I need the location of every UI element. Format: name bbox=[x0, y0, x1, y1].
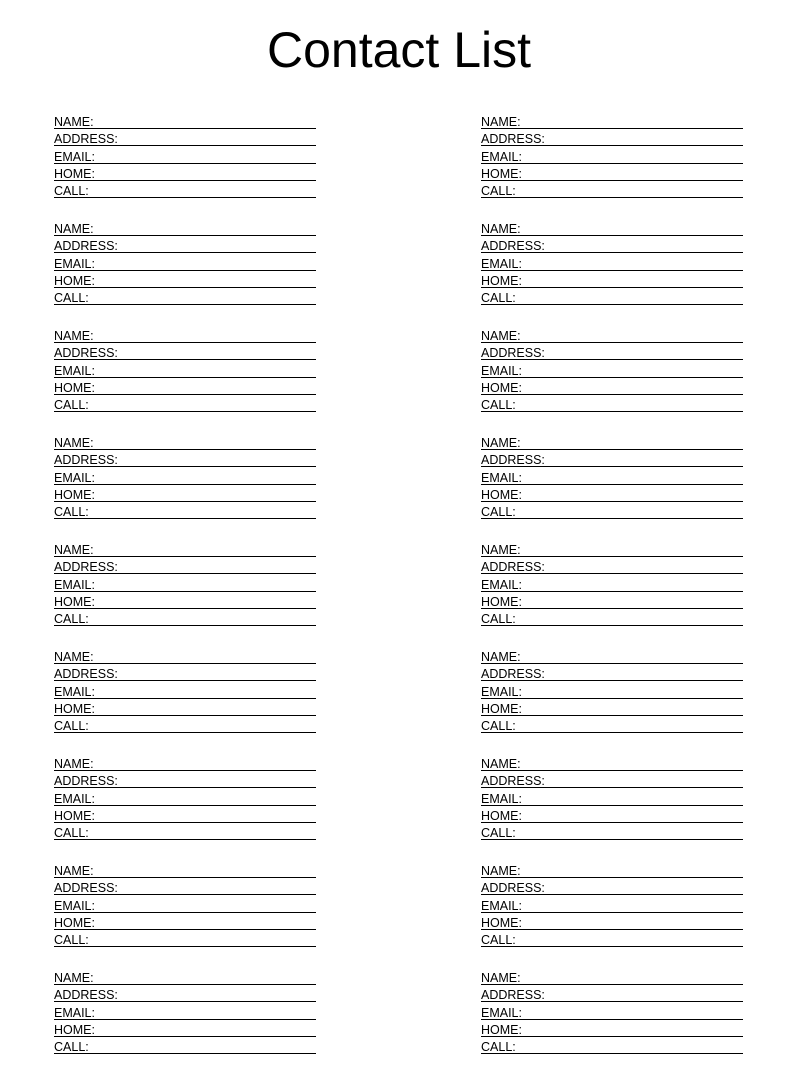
call-phone-field[interactable] bbox=[54, 181, 316, 198]
email-field[interactable] bbox=[54, 146, 316, 163]
email-field[interactable] bbox=[54, 360, 316, 377]
call-label: CALL: bbox=[481, 397, 516, 412]
contact-entry bbox=[481, 754, 743, 861]
contact-entry bbox=[54, 540, 316, 647]
contact-entry bbox=[481, 647, 743, 754]
address-label: ADDRESS: bbox=[54, 453, 118, 468]
name-field[interactable] bbox=[54, 647, 316, 664]
home-label: HOME: bbox=[54, 380, 95, 395]
call-line bbox=[481, 946, 743, 947]
contact-entry bbox=[54, 433, 316, 540]
call-phone-field[interactable] bbox=[481, 1037, 743, 1054]
home-label: HOME: bbox=[481, 273, 522, 288]
home-phone-field[interactable] bbox=[481, 271, 743, 288]
email-field[interactable] bbox=[54, 574, 316, 591]
address-field[interactable] bbox=[481, 664, 743, 681]
call-phone-field[interactable] bbox=[54, 930, 316, 947]
name-field[interactable] bbox=[54, 540, 316, 557]
contact-entry bbox=[481, 861, 743, 968]
address-field[interactable] bbox=[54, 771, 316, 788]
address-field[interactable] bbox=[54, 129, 316, 146]
call-label: CALL: bbox=[54, 718, 89, 733]
home-label: HOME: bbox=[54, 273, 95, 288]
call-label: CALL: bbox=[54, 183, 89, 198]
home-label: HOME: bbox=[481, 1022, 522, 1037]
address-field[interactable] bbox=[54, 985, 316, 1002]
home-phone-field[interactable] bbox=[481, 485, 743, 502]
name-label: NAME: bbox=[54, 543, 94, 558]
call-line bbox=[54, 946, 316, 947]
name-label: NAME: bbox=[54, 222, 94, 237]
home-phone-field[interactable] bbox=[481, 913, 743, 930]
home-label: HOME: bbox=[54, 915, 95, 930]
call-line bbox=[481, 304, 743, 305]
call-line bbox=[481, 518, 743, 519]
call-phone-field[interactable] bbox=[481, 288, 743, 305]
home-label: HOME: bbox=[481, 915, 522, 930]
address-label: ADDRESS: bbox=[54, 988, 118, 1003]
name-label: NAME: bbox=[54, 436, 94, 451]
address-field[interactable] bbox=[481, 985, 743, 1002]
email-field[interactable] bbox=[481, 788, 743, 805]
call-phone-field[interactable] bbox=[54, 288, 316, 305]
address-field[interactable] bbox=[54, 450, 316, 467]
address-label: ADDRESS: bbox=[481, 239, 545, 254]
page-title: Contact List bbox=[266, 22, 531, 78]
name-label: NAME: bbox=[54, 115, 94, 130]
name-label: NAME: bbox=[481, 971, 521, 986]
email-field[interactable] bbox=[481, 681, 743, 698]
address-label: ADDRESS: bbox=[481, 132, 545, 147]
name-field[interactable] bbox=[54, 326, 316, 343]
email-field[interactable] bbox=[481, 146, 743, 163]
address-field[interactable] bbox=[481, 878, 743, 895]
home-label: HOME: bbox=[481, 594, 522, 609]
email-label: EMAIL: bbox=[481, 470, 522, 485]
call-label: CALL: bbox=[54, 611, 89, 626]
address-field[interactable] bbox=[481, 343, 743, 360]
email-label: EMAIL: bbox=[481, 1005, 522, 1020]
call-phone-field[interactable] bbox=[54, 716, 316, 733]
home-phone-field[interactable] bbox=[481, 592, 743, 609]
home-label: HOME: bbox=[54, 808, 95, 823]
home-phone-field[interactable] bbox=[54, 378, 316, 395]
email-field[interactable] bbox=[54, 895, 316, 912]
name-field[interactable] bbox=[481, 754, 743, 771]
email-label: EMAIL: bbox=[481, 898, 522, 913]
call-line bbox=[54, 411, 316, 412]
name-field[interactable] bbox=[481, 219, 743, 236]
email-field[interactable] bbox=[54, 253, 316, 270]
call-label: CALL: bbox=[481, 611, 516, 626]
contact-entry bbox=[481, 968, 743, 1075]
name-field[interactable] bbox=[481, 861, 743, 878]
contact-column-right bbox=[481, 112, 743, 1075]
call-label: CALL: bbox=[54, 397, 89, 412]
home-label: HOME: bbox=[54, 594, 95, 609]
email-field[interactable] bbox=[481, 895, 743, 912]
email-label: EMAIL: bbox=[54, 256, 95, 271]
call-line bbox=[481, 625, 743, 626]
call-phone-field[interactable] bbox=[481, 395, 743, 412]
name-field[interactable] bbox=[54, 219, 316, 236]
address-field[interactable] bbox=[54, 236, 316, 253]
home-phone-field[interactable] bbox=[54, 1020, 316, 1037]
call-label: CALL: bbox=[481, 504, 516, 519]
call-line bbox=[54, 518, 316, 519]
call-label: CALL: bbox=[481, 718, 516, 733]
home-phone-field[interactable] bbox=[481, 378, 743, 395]
address-field[interactable] bbox=[481, 129, 743, 146]
contact-entry bbox=[54, 219, 316, 326]
name-label: NAME: bbox=[54, 650, 94, 665]
home-label: HOME: bbox=[54, 1022, 95, 1037]
name-field[interactable] bbox=[481, 326, 743, 343]
contact-entry bbox=[481, 219, 743, 326]
call-line bbox=[54, 625, 316, 626]
name-label: NAME: bbox=[481, 329, 521, 344]
home-phone-field[interactable] bbox=[481, 1020, 743, 1037]
contact-entry bbox=[54, 112, 316, 219]
call-line bbox=[54, 839, 316, 840]
call-label: CALL: bbox=[54, 504, 89, 519]
call-label: CALL: bbox=[481, 825, 516, 840]
address-field[interactable] bbox=[54, 878, 316, 895]
call-phone-field[interactable] bbox=[481, 930, 743, 947]
contact-entry bbox=[481, 433, 743, 540]
home-phone-field[interactable] bbox=[54, 699, 316, 716]
name-field[interactable] bbox=[481, 112, 743, 129]
contact-entry bbox=[54, 647, 316, 754]
address-label: ADDRESS: bbox=[481, 453, 545, 468]
email-field[interactable] bbox=[54, 1002, 316, 1019]
address-label: ADDRESS: bbox=[54, 132, 118, 147]
contact-entry bbox=[54, 326, 316, 433]
name-label: NAME: bbox=[54, 864, 94, 879]
email-field[interactable] bbox=[481, 574, 743, 591]
call-line bbox=[481, 732, 743, 733]
home-phone-field[interactable] bbox=[481, 164, 743, 181]
address-label: ADDRESS: bbox=[481, 346, 545, 361]
call-line bbox=[54, 304, 316, 305]
email-label: EMAIL: bbox=[54, 363, 95, 378]
call-label: CALL: bbox=[481, 932, 516, 947]
address-label: ADDRESS: bbox=[54, 774, 118, 789]
name-field[interactable] bbox=[54, 968, 316, 985]
call-label: CALL: bbox=[481, 1039, 516, 1054]
email-field[interactable] bbox=[481, 467, 743, 484]
home-phone-field[interactable] bbox=[54, 592, 316, 609]
email-field[interactable] bbox=[481, 1002, 743, 1019]
contact-entry bbox=[481, 326, 743, 433]
address-field[interactable] bbox=[481, 236, 743, 253]
name-label: NAME: bbox=[481, 650, 521, 665]
email-label: EMAIL: bbox=[54, 1005, 95, 1020]
address-label: ADDRESS: bbox=[481, 881, 545, 896]
email-label: EMAIL: bbox=[54, 791, 95, 806]
name-field[interactable] bbox=[54, 112, 316, 129]
call-label: CALL: bbox=[54, 1039, 89, 1054]
call-line bbox=[481, 411, 743, 412]
address-field[interactable] bbox=[54, 343, 316, 360]
call-phone-field[interactable] bbox=[481, 181, 743, 198]
call-label: CALL: bbox=[481, 290, 516, 305]
home-label: HOME: bbox=[481, 380, 522, 395]
name-field[interactable] bbox=[54, 754, 316, 771]
name-field[interactable] bbox=[54, 861, 316, 878]
call-label: CALL: bbox=[481, 183, 516, 198]
email-field[interactable] bbox=[54, 788, 316, 805]
name-field[interactable] bbox=[54, 433, 316, 450]
home-label: HOME: bbox=[54, 701, 95, 716]
home-label: HOME: bbox=[481, 701, 522, 716]
email-label: EMAIL: bbox=[481, 577, 522, 592]
name-label: NAME: bbox=[54, 329, 94, 344]
address-field[interactable] bbox=[481, 557, 743, 574]
call-phone-field[interactable] bbox=[54, 1037, 316, 1054]
home-phone-field[interactable] bbox=[54, 271, 316, 288]
call-line bbox=[54, 1053, 316, 1054]
email-field[interactable] bbox=[54, 681, 316, 698]
call-line bbox=[481, 197, 743, 198]
email-field[interactable] bbox=[54, 467, 316, 484]
address-field[interactable] bbox=[481, 771, 743, 788]
address-label: ADDRESS: bbox=[54, 667, 118, 682]
call-phone-field[interactable] bbox=[481, 609, 743, 626]
home-phone-field[interactable] bbox=[54, 485, 316, 502]
address-label: ADDRESS: bbox=[481, 667, 545, 682]
name-label: NAME: bbox=[481, 115, 521, 130]
home-label: HOME: bbox=[54, 487, 95, 502]
name-field[interactable] bbox=[481, 433, 743, 450]
email-label: EMAIL: bbox=[54, 898, 95, 913]
name-label: NAME: bbox=[54, 757, 94, 772]
call-label: CALL: bbox=[54, 290, 89, 305]
address-field[interactable] bbox=[54, 557, 316, 574]
call-phone-field[interactable] bbox=[54, 395, 316, 412]
call-line bbox=[481, 1053, 743, 1054]
home-label: HOME: bbox=[481, 487, 522, 502]
home-phone-field[interactable] bbox=[54, 806, 316, 823]
call-line bbox=[54, 732, 316, 733]
name-label: NAME: bbox=[54, 971, 94, 986]
email-label: EMAIL: bbox=[54, 470, 95, 485]
call-label: CALL: bbox=[54, 932, 89, 947]
contact-entry bbox=[54, 754, 316, 861]
home-label: HOME: bbox=[481, 166, 522, 181]
address-label: ADDRESS: bbox=[481, 560, 545, 575]
home-label: HOME: bbox=[481, 808, 522, 823]
call-phone-field[interactable] bbox=[481, 502, 743, 519]
call-phone-field[interactable] bbox=[54, 502, 316, 519]
email-label: EMAIL: bbox=[481, 791, 522, 806]
call-phone-field[interactable] bbox=[481, 823, 743, 840]
email-field[interactable] bbox=[481, 253, 743, 270]
home-phone-field[interactable] bbox=[54, 913, 316, 930]
name-label: NAME: bbox=[481, 436, 521, 451]
home-phone-field[interactable] bbox=[481, 699, 743, 716]
call-phone-field[interactable] bbox=[54, 823, 316, 840]
contact-entry bbox=[481, 540, 743, 647]
address-label: ADDRESS: bbox=[481, 774, 545, 789]
home-label: HOME: bbox=[54, 166, 95, 181]
name-field[interactable] bbox=[481, 540, 743, 557]
address-label: ADDRESS: bbox=[481, 988, 545, 1003]
name-label: NAME: bbox=[481, 222, 521, 237]
call-line bbox=[54, 197, 316, 198]
address-field[interactable] bbox=[481, 450, 743, 467]
email-label: EMAIL: bbox=[481, 256, 522, 271]
contact-column-left bbox=[54, 112, 316, 1075]
address-label: ADDRESS: bbox=[54, 239, 118, 254]
email-label: EMAIL: bbox=[481, 684, 522, 699]
name-label: NAME: bbox=[481, 543, 521, 558]
email-label: EMAIL: bbox=[481, 363, 522, 378]
address-label: ADDRESS: bbox=[54, 346, 118, 361]
call-phone-field[interactable] bbox=[54, 609, 316, 626]
email-label: EMAIL: bbox=[54, 577, 95, 592]
contact-entry bbox=[54, 861, 316, 968]
email-label: EMAIL: bbox=[481, 149, 522, 164]
contact-entry bbox=[481, 112, 743, 219]
name-label: NAME: bbox=[481, 757, 521, 772]
call-label: CALL: bbox=[54, 825, 89, 840]
email-label: EMAIL: bbox=[54, 684, 95, 699]
call-line bbox=[481, 839, 743, 840]
call-phone-field[interactable] bbox=[481, 716, 743, 733]
home-phone-field[interactable] bbox=[54, 164, 316, 181]
name-field[interactable] bbox=[481, 968, 743, 985]
name-label: NAME: bbox=[481, 864, 521, 879]
name-field[interactable] bbox=[481, 647, 743, 664]
address-label: ADDRESS: bbox=[54, 560, 118, 575]
address-field[interactable] bbox=[54, 664, 316, 681]
home-phone-field[interactable] bbox=[481, 806, 743, 823]
contact-entry bbox=[54, 968, 316, 1075]
email-label: EMAIL: bbox=[54, 149, 95, 164]
email-field[interactable] bbox=[481, 360, 743, 377]
address-label: ADDRESS: bbox=[54, 881, 118, 896]
